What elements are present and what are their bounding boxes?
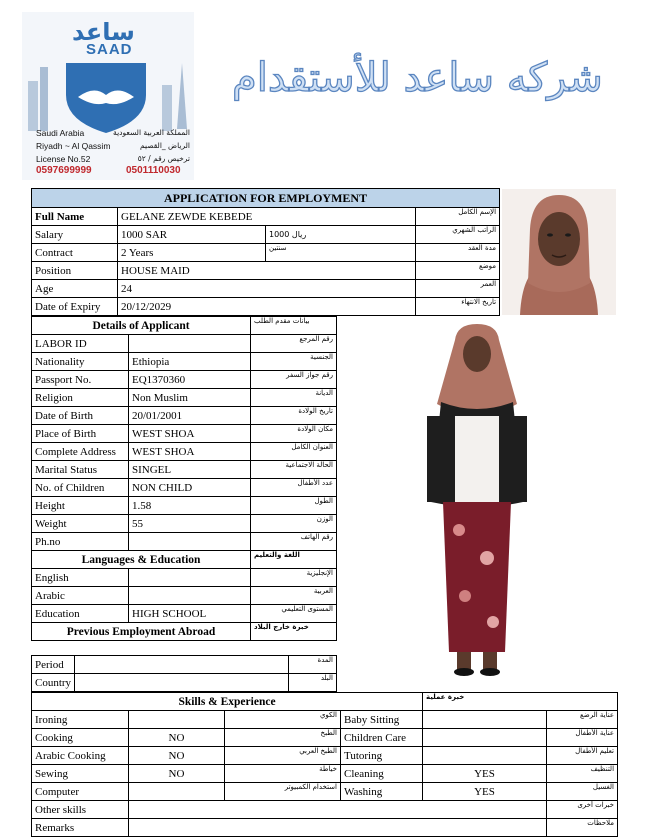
value: NON CHILD	[129, 479, 251, 497]
skill-label-ar: الطبخ	[225, 729, 341, 747]
languages-title: Languages & Education	[32, 551, 251, 569]
skill-value	[423, 729, 547, 747]
details-table	[31, 316, 337, 641]
details-title-ar: بيانات مقدم الطلب	[251, 317, 337, 335]
label-ar: العمر	[416, 280, 500, 298]
skill-label: Baby Sitting	[341, 711, 423, 729]
label: Nationality	[32, 353, 129, 371]
value: GELANE ZEWDE KEBEDE	[118, 208, 416, 226]
table-row	[32, 765, 618, 783]
table-row	[32, 747, 618, 765]
skill-value	[129, 783, 225, 801]
label: Date of Expiry	[32, 298, 118, 316]
skill-value: YES	[423, 783, 547, 801]
company-title: شركه ساعد للأستقدام	[232, 55, 603, 101]
label: Salary	[32, 226, 118, 244]
label-ar: الحالة الاجتماعية	[251, 461, 337, 479]
value	[129, 801, 547, 819]
skills-title: Skills & Experience	[32, 693, 423, 711]
agency-city-ar: الرياض _القصيم	[139, 141, 190, 150]
skill-value	[423, 711, 547, 729]
label: Weight	[32, 515, 129, 533]
skill-label-ar: الكوي	[225, 711, 341, 729]
skill-label: Tutoring	[341, 747, 423, 765]
label-ar: الديانة	[251, 389, 337, 407]
label-ar: العربية	[251, 587, 337, 605]
label: Ph.no	[32, 533, 129, 551]
table-row	[32, 371, 337, 389]
skill-value: NO	[129, 765, 225, 783]
label: Age	[32, 280, 118, 298]
skill-value: YES	[423, 765, 547, 783]
application-table	[31, 188, 500, 316]
row-full-name	[32, 208, 500, 226]
table-row	[32, 674, 337, 692]
skill-label-ar: عناية الأطفال	[547, 729, 618, 747]
agency-city-en: Riyadh ~ Al Qassim	[36, 141, 111, 151]
previous-employment-table	[31, 655, 337, 692]
skill-label-ar: الطبخ العربي	[225, 747, 341, 765]
label-ar: تاريخ الانتهاء	[416, 298, 500, 316]
label: Religion	[32, 389, 129, 407]
agency-country-en: Saudi Arabia	[36, 128, 85, 138]
label: Country	[32, 674, 75, 692]
label: Remarks	[32, 819, 129, 837]
label-ar: مكان الولادة	[251, 425, 337, 443]
skill-label-ar: استخدام الكمبيوتر	[225, 783, 341, 801]
applicant-full-body-photo	[337, 316, 617, 692]
skill-label: Ironing	[32, 711, 129, 729]
label-ar: مدة العقد	[416, 244, 500, 262]
table-row	[32, 783, 618, 801]
skill-label: Computer	[32, 783, 129, 801]
agency-phone-2: 0501110030	[126, 165, 181, 176]
handshake-skyline-icon	[22, 55, 194, 135]
value: 1000 SAR	[118, 226, 266, 244]
value	[129, 335, 251, 353]
label-ar: البلد	[289, 674, 337, 692]
table-row	[32, 587, 337, 605]
label: Passport No.	[32, 371, 129, 389]
agency-license-en: License No.52	[36, 154, 91, 164]
value: 2 Years	[118, 244, 266, 262]
label-ar: الجنسية	[251, 353, 337, 371]
skill-label: Washing	[341, 783, 423, 801]
table-row	[32, 711, 618, 729]
skill-label: Sewing	[32, 765, 129, 783]
label-ar: رقم المرجع	[251, 335, 337, 353]
agency-license-ar: ترخيص رقم / ٥٢	[137, 154, 190, 163]
previous-employment-title-ar: خبرة خارج البلاد	[251, 623, 337, 641]
table-row	[32, 656, 337, 674]
label: English	[32, 569, 129, 587]
agency-name-arabic: ساعد	[72, 18, 135, 46]
row-contract	[32, 244, 500, 262]
label: Marital Status	[32, 461, 129, 479]
table-row	[32, 335, 337, 353]
value: 20/01/2001	[129, 407, 251, 425]
value	[129, 587, 251, 605]
table-row	[32, 443, 337, 461]
label-ar: الوزن	[251, 515, 337, 533]
label-ar: تاريخ الولادة	[251, 407, 337, 425]
table-row	[32, 461, 337, 479]
label: Place of Birth	[32, 425, 129, 443]
value: 20/12/2029	[118, 298, 416, 316]
value-ar: سنتين	[266, 244, 416, 262]
value	[75, 656, 289, 674]
label-ar: عدد الأطفال	[251, 479, 337, 497]
skill-label-ar: تعليم الأطفال	[547, 747, 618, 765]
skills-title-ar: خبرة عملية	[423, 693, 618, 711]
label-ar: العنوان الكامل	[251, 443, 337, 461]
label-ar: خبرات أخرى	[547, 801, 618, 819]
skill-value: NO	[129, 747, 225, 765]
value: Non Muslim	[129, 389, 251, 407]
row-salary	[32, 226, 500, 244]
label: Complete Address	[32, 443, 129, 461]
label-ar: رقم جواز السفر	[251, 371, 337, 389]
table-row	[32, 479, 337, 497]
value: WEST SHOA	[129, 443, 251, 461]
label-ar: الراتب الشهري	[416, 226, 500, 244]
label-ar: ملاحظات	[547, 819, 618, 837]
skill-label-ar: خياطة	[225, 765, 341, 783]
label: Full Name	[32, 208, 118, 226]
value: WEST SHOA	[129, 425, 251, 443]
skill-label: Children Care	[341, 729, 423, 747]
agency-name-english: SAAD	[86, 41, 133, 58]
skill-label-ar: الغسيل	[547, 783, 618, 801]
value: EQ1370360	[129, 371, 251, 389]
table-row	[32, 425, 337, 443]
label: Height	[32, 497, 129, 515]
table-row	[32, 605, 337, 623]
value: SINGEL	[129, 461, 251, 479]
table-row	[32, 353, 337, 371]
table-row	[32, 515, 337, 533]
value: 24	[118, 280, 416, 298]
label-ar: موضع	[416, 262, 500, 280]
value: 55	[129, 515, 251, 533]
row-date-of-expiry	[32, 298, 500, 316]
label-ar: المدة	[289, 656, 337, 674]
table-row	[32, 407, 337, 425]
label-ar: المستوى التعليمي	[251, 605, 337, 623]
value	[75, 674, 289, 692]
skill-label-ar: التنظيف	[547, 765, 618, 783]
table-row	[32, 497, 337, 515]
label: Arabic	[32, 587, 129, 605]
value: 1.58	[129, 497, 251, 515]
value	[129, 533, 251, 551]
skill-value	[129, 711, 225, 729]
agency-phone-1: 0597699999	[36, 165, 92, 176]
value: HIGH SCHOOL	[129, 605, 251, 623]
previous-employment-title: Previous Employment Abroad	[32, 623, 251, 641]
label-ar: الإسم الكامل	[416, 208, 500, 226]
table-row	[32, 569, 337, 587]
label: Other skills	[32, 801, 129, 819]
value	[129, 569, 251, 587]
row-age	[32, 280, 500, 298]
label: Position	[32, 262, 118, 280]
value: Ethiopia	[129, 353, 251, 371]
skill-label: Cleaning	[341, 765, 423, 783]
label: Education	[32, 605, 129, 623]
value: HOUSE MAID	[118, 262, 416, 280]
skill-value: NO	[129, 729, 225, 747]
table-row	[32, 729, 618, 747]
label: LABOR ID	[32, 335, 129, 353]
row-position	[32, 262, 500, 280]
skill-label-ar: عناية الرضع	[547, 711, 618, 729]
label: Period	[32, 656, 75, 674]
application-title: APPLICATION FOR EMPLOYMENT	[32, 189, 500, 208]
details-title: Details of Applicant	[32, 317, 251, 335]
skill-label: Arabic Cooking	[32, 747, 129, 765]
label: No. of Children	[32, 479, 129, 497]
label: Date of Birth	[32, 407, 129, 425]
table-row	[32, 533, 337, 551]
languages-title-ar: اللغة والتعليم	[251, 551, 337, 569]
row-other-skills	[32, 801, 618, 819]
skills-table	[31, 692, 618, 837]
label: Contract	[32, 244, 118, 262]
label-ar: الطول	[251, 497, 337, 515]
skill-label: Cooking	[32, 729, 129, 747]
label-ar: رقم الهاتف	[251, 533, 337, 551]
skill-value	[423, 747, 547, 765]
agency-country-ar: المملكة العربية السعودية	[113, 128, 190, 137]
table-row	[32, 389, 337, 407]
applicant-face-photo	[502, 189, 616, 315]
label-ar: الإنجليزية	[251, 569, 337, 587]
value-ar: 1000 ريال	[266, 226, 416, 244]
